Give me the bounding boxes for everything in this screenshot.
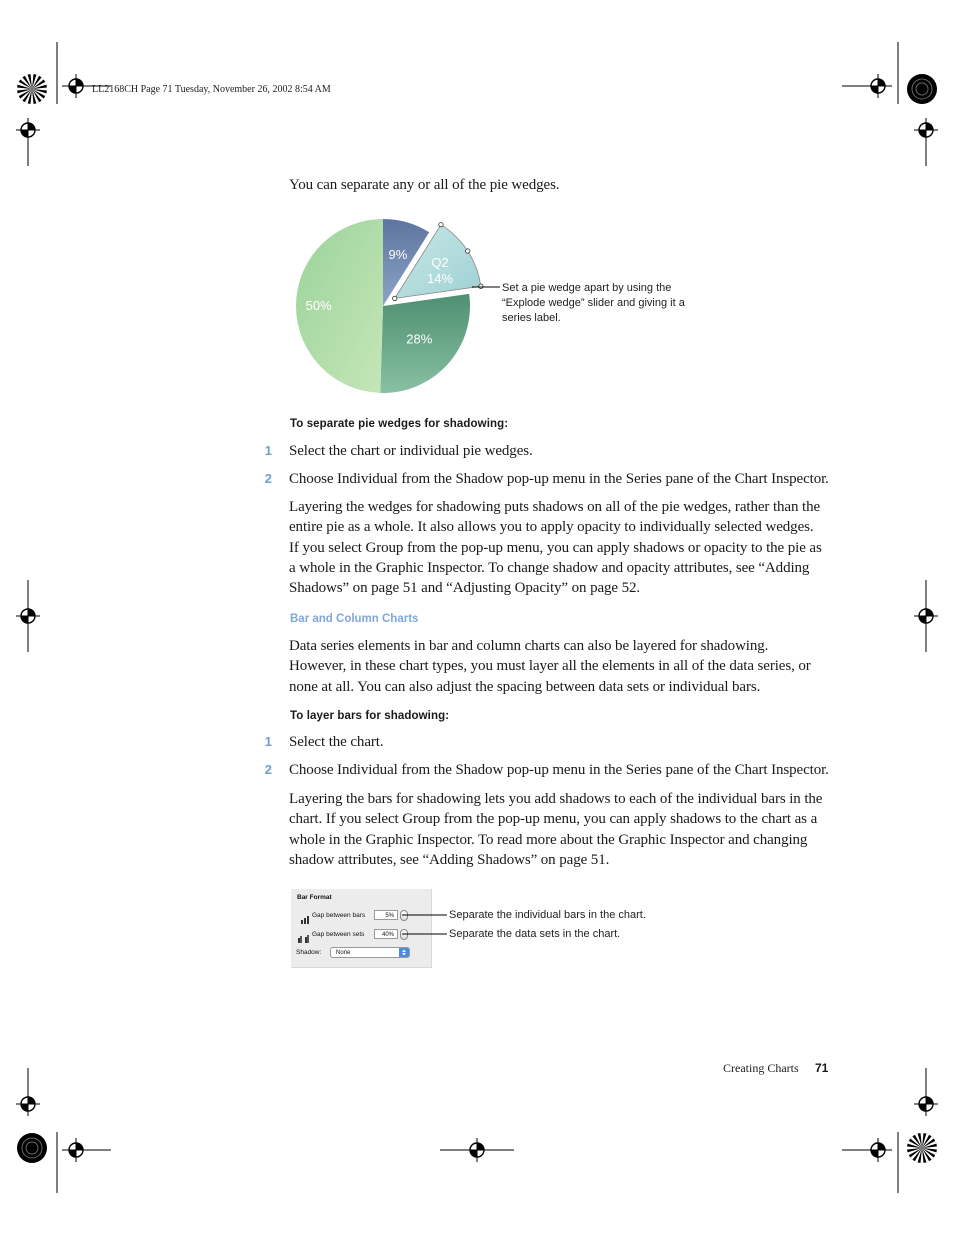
wedge-label: 28% [406, 331, 433, 347]
callout-gap-sets: Separate the data sets in the chart. [449, 928, 621, 940]
registration-target [914, 604, 938, 628]
footer-chapter: Creating Charts [723, 1061, 799, 1075]
starburst-mark [906, 73, 938, 105]
section-heading-bar-column: Bar and Column Charts [290, 613, 419, 625]
registration-target [914, 118, 938, 142]
task1-heading: To separate pie wedges for shadowing: [290, 418, 509, 430]
task1-step1-text: Select the chart or individual pie wedges. [289, 443, 533, 459]
paragraph-bar-column: Data series elements in bar and column charts can also be layered for shadowing. However, in these chart types, you must layer all the elements in all of the data series, or none at all. You can also adjust the spacing between data sets or individual bars. [289, 638, 811, 695]
selection-handle[interactable] [466, 249, 470, 253]
task2-step1-number: 1 [264, 734, 272, 749]
gap-sets-field[interactable]: 40% [374, 929, 398, 939]
registration-target [866, 74, 890, 98]
shadow-popup-value: None [336, 950, 351, 956]
registration-target [64, 1138, 88, 1162]
wedge-label: 50% [305, 297, 332, 313]
starburst-mark [16, 73, 48, 105]
registration-target [16, 1092, 40, 1116]
shadow-label: Shadow: [296, 949, 322, 956]
task2-heading: To layer bars for shadowing: [290, 710, 450, 722]
gap-sets-icon [298, 930, 312, 938]
callout-gap-bars: Separate the individual bars in the chart. [449, 909, 646, 921]
paragraph-layering-wedges: Layering the wedges for shadowing puts shadows on all of the pie wedges, rather than the entire pie as a whole. It also allows you to apply opacity to individually selected wedges. If you select Group from the pop-up menu, you can apply shadows or opacity to the pie as a whole in the Graphic Inspector. To change shadow and opacity attributes, see “Adding Shadows” on page 51 and “Adjusting Opacity” on page 52. [289, 499, 822, 597]
wedge-label: 14% [426, 271, 454, 287]
registration-target [866, 1138, 890, 1162]
bar-format-title: Bar Format [297, 894, 332, 901]
registration-target [465, 1138, 489, 1162]
wedge-label: 9% [388, 247, 408, 263]
pie-callout-leader [470, 280, 504, 294]
task1-step2-text: Choose Individual from the Shadow pop-up menu in the Series pane of the Chart Inspector. [289, 471, 829, 487]
task1-step1-number: 1 [264, 443, 272, 458]
registration-target [914, 1092, 938, 1116]
intro-paragraph: You can separate any or all of the pie wedges. [289, 177, 560, 193]
registration-target [64, 74, 88, 98]
print-slug: LL2168CH Page 71 Tuesday, November 26, 2002 8:54 AM [92, 84, 331, 95]
task2-step2-text: Choose Individual from the Shadow pop-up menu in the Series pane of the Chart Inspector. [289, 762, 829, 778]
pie-chart [285, 212, 485, 400]
series-label: Q2 [431, 255, 449, 271]
shadow-popup[interactable] [330, 947, 410, 958]
starburst-mark [16, 1132, 48, 1164]
task2-step2-number: 2 [264, 762, 272, 777]
selection-handle[interactable] [393, 296, 397, 300]
page-number: 71 [815, 1061, 829, 1075]
registration-target [16, 604, 40, 628]
gap-sets-label: Gap between sets [312, 931, 365, 938]
pie-callout-text: Set a pie wedge apart by using the “Explode wedge” slider and giving it a series label. [502, 282, 685, 324]
gap-bars-label: Gap between bars [312, 912, 366, 919]
registration-target [16, 118, 40, 142]
selection-handle[interactable] [439, 222, 443, 226]
bar-callout-leaders [397, 906, 449, 942]
task2-step1-text: Select the chart. [289, 734, 384, 750]
paragraph-layering-bars: Layering the bars for shadowing lets you add shadows to each of the individual bars in the chart. If you select Group from the pop-up menu, you can apply shadows to the chart as a whole in the Graphic Inspector. To read more about the Graphic Inspector and changing shadow attributes, see “Adding Shadows” on page 51. [289, 791, 823, 868]
gap-bars-icon [301, 911, 311, 919]
popup-arrows-icon [399, 948, 409, 957]
gap-bars-field[interactable]: 5% [374, 910, 398, 920]
task1-step2-number: 2 [264, 471, 272, 486]
starburst-mark [906, 1132, 938, 1164]
